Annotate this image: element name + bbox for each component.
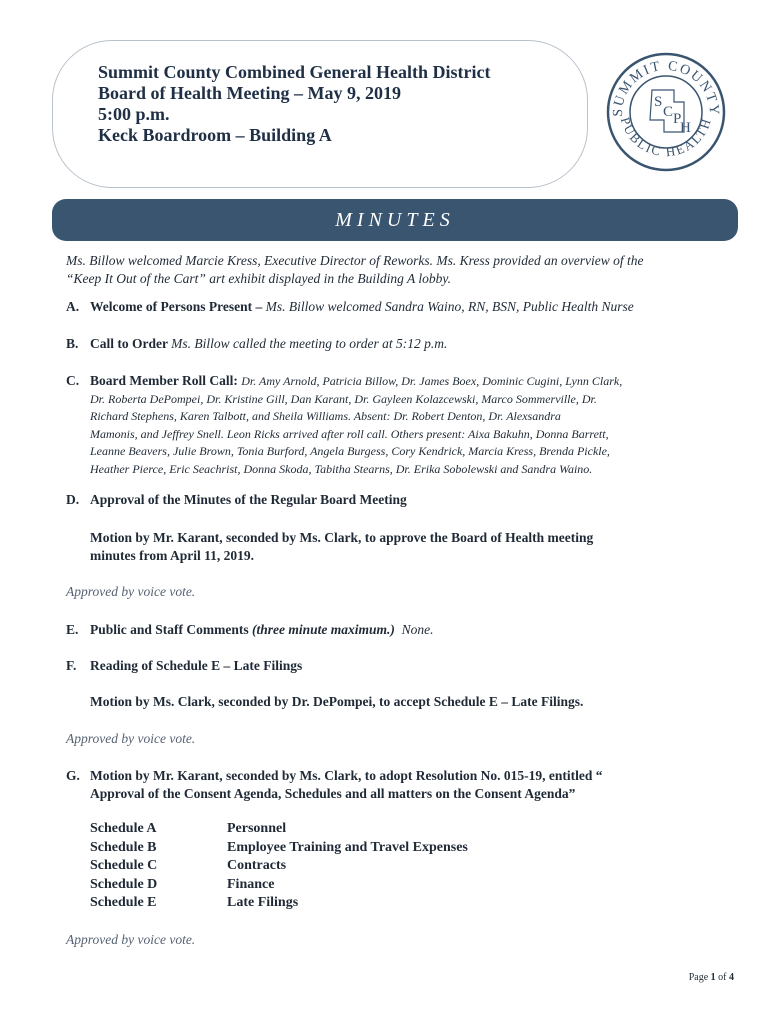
item-g-line-1: Motion by Mr. Karant, seconded by Ms. Clark, to adopt Resolution No. 015-19, entitled “	[90, 768, 603, 783]
schedule-row	[90, 820, 468, 839]
item-e-title-note: (three minute maximum.)	[252, 622, 395, 637]
schedule-id: Schedule D	[90, 876, 158, 892]
svg-text:PUBLIC HEALTH	[618, 115, 715, 159]
intro-line-2: “Keep It Out of the Cart” art exhibit displayed in the Building A lobby.	[66, 271, 451, 286]
item-g-vote: Approved by voice vote.	[66, 932, 196, 947]
item-e	[66, 621, 738, 639]
roll-call-line-4: Mamonis, and Jeffrey Snell. Leon Ricks arrived after roll call. Others present: Aixa Bakuhn, Donna Barrett,	[90, 426, 609, 441]
item-g	[66, 767, 738, 803]
seal-letter-s: S	[654, 94, 663, 110]
meeting-location: Keck Boardroom – Building A	[98, 125, 332, 145]
item-d-letter: D.	[66, 492, 80, 507]
schedule-name: Late Filings	[227, 895, 299, 910]
item-f-title: Reading of Schedule E – Late Filings	[90, 658, 303, 673]
item-b	[66, 335, 738, 353]
item-d-motion-line-2: minutes from April 11, 2019.	[90, 548, 255, 563]
schedule-id: Schedule E	[90, 895, 157, 910]
seal-letter-p: P	[673, 111, 682, 127]
roll-call-line-1: Dr. Amy Arnold, Patricia Billow, Dr. James Boex, Dominic Cugini, Lynn Clark,	[241, 374, 623, 388]
seal-top-text: SUMMIT COUNTY	[610, 58, 722, 118]
page-total: 4	[729, 972, 734, 983]
item-d-vote: Approved by voice vote.	[66, 584, 196, 599]
meeting-time: 5:00 p.m.	[98, 104, 170, 124]
intro-line-1: Ms. Billow welcomed Marcie Kress, Executive Director of Reworks. Ms. Kress provided an overview of the	[66, 253, 644, 268]
item-f-vote: Approved by voice vote.	[66, 731, 196, 746]
item-c	[66, 372, 738, 478]
roll-call-line-5: Leanne Beavers, Julie Brown, Tonia Burford, Angela Burgess, Cory Kendrick, Marcia Kress, Brenda Pickle,	[90, 444, 610, 458]
item-e-letter: E.	[66, 622, 79, 637]
seal-letter-h: H	[680, 120, 691, 136]
item-f-letter: F.	[66, 658, 77, 673]
page-number	[689, 972, 734, 983]
item-a-letter: A.	[66, 299, 80, 314]
document-header	[98, 62, 490, 146]
item-a	[66, 298, 738, 316]
schedule-row	[90, 876, 468, 895]
minutes-banner	[52, 199, 738, 241]
schedule-list	[90, 820, 468, 913]
item-g-line-2: Approval of the Consent Agenda, Schedules and all matters on the Consent Agenda”	[90, 786, 576, 801]
page-of: of	[715, 972, 729, 983]
schedule-id: Schedule B	[90, 839, 157, 855]
schedule-name: Contracts	[227, 858, 287, 873]
item-f-motion: Motion by Ms. Clark, seconded by Dr. DePompei, to accept Schedule E – Late Filings.	[90, 694, 584, 709]
schedule-name: Employee Training and Travel Expenses	[227, 839, 468, 855]
item-f	[66, 657, 738, 675]
schedule-name: Personnel	[227, 821, 287, 836]
item-b-letter: B.	[66, 336, 79, 351]
page-prefix: Page	[688, 972, 711, 983]
org-name: Summit County Combined General Health District	[98, 62, 491, 82]
item-e-text: None.	[401, 622, 434, 637]
intro-paragraph	[66, 252, 644, 288]
item-c-letter: C.	[66, 373, 80, 388]
item-c-title: Board Member Roll Call:	[90, 373, 242, 388]
item-d-motion-line-1: Motion by Mr. Karant, seconded by Ms. Clark, to approve the Board of Health meeting	[90, 530, 594, 545]
item-d	[66, 491, 738, 509]
schedule-id: Schedule A	[90, 821, 157, 836]
meeting-title: Board of Health Meeting – May 9, 2019	[98, 83, 401, 103]
seal-bottom-text: PUBLIC HEALTH	[617, 115, 715, 160]
banner-title: MINUTES	[335, 208, 455, 231]
schedule-name: Finance	[227, 876, 275, 892]
item-d-title: Approval of the Minutes of the Regular Board Meeting	[90, 492, 407, 507]
roll-call-line-2: Dr. Roberta DePompei, Dr. Kristine Gill, Dan Karant, Dr. Gayleen Kolazcewski, Marco Sommerville, Dr.	[90, 391, 597, 406]
schedule-row	[90, 894, 468, 913]
roll-call-line-6: Heather Pierce, Eric Seachrist, Donna Skoda, Tabitha Stearns, Dr. Erika Sobolewski and Sandra Waino.	[90, 461, 593, 476]
roll-call-line-3: Richard Stephens, Karen Talbott, and Sheila Williams. Absent: Dr. Robert Denton, Dr. Alexsandra	[90, 409, 561, 423]
item-g-letter: G.	[66, 768, 80, 783]
item-d-motion	[90, 529, 593, 565]
item-a-text: Ms. Billow welcomed Sandra Waino, RN, BSN, Public Health Nurse	[265, 299, 634, 314]
page-current: 1	[710, 972, 716, 983]
seal-letter-c: C	[663, 104, 674, 120]
schedule-row	[90, 857, 468, 876]
item-a-title: Welcome of Persons Present –	[90, 299, 266, 314]
schedule-row	[90, 839, 468, 858]
scph-seal-logo	[604, 50, 728, 174]
item-e-title: Public and Staff Comments	[90, 622, 253, 637]
item-b-text: Ms. Billow called the meeting to order at 5:12 p.m.	[171, 336, 448, 351]
schedule-id: Schedule C	[90, 858, 158, 873]
item-b-title: Call to Order	[90, 336, 172, 351]
